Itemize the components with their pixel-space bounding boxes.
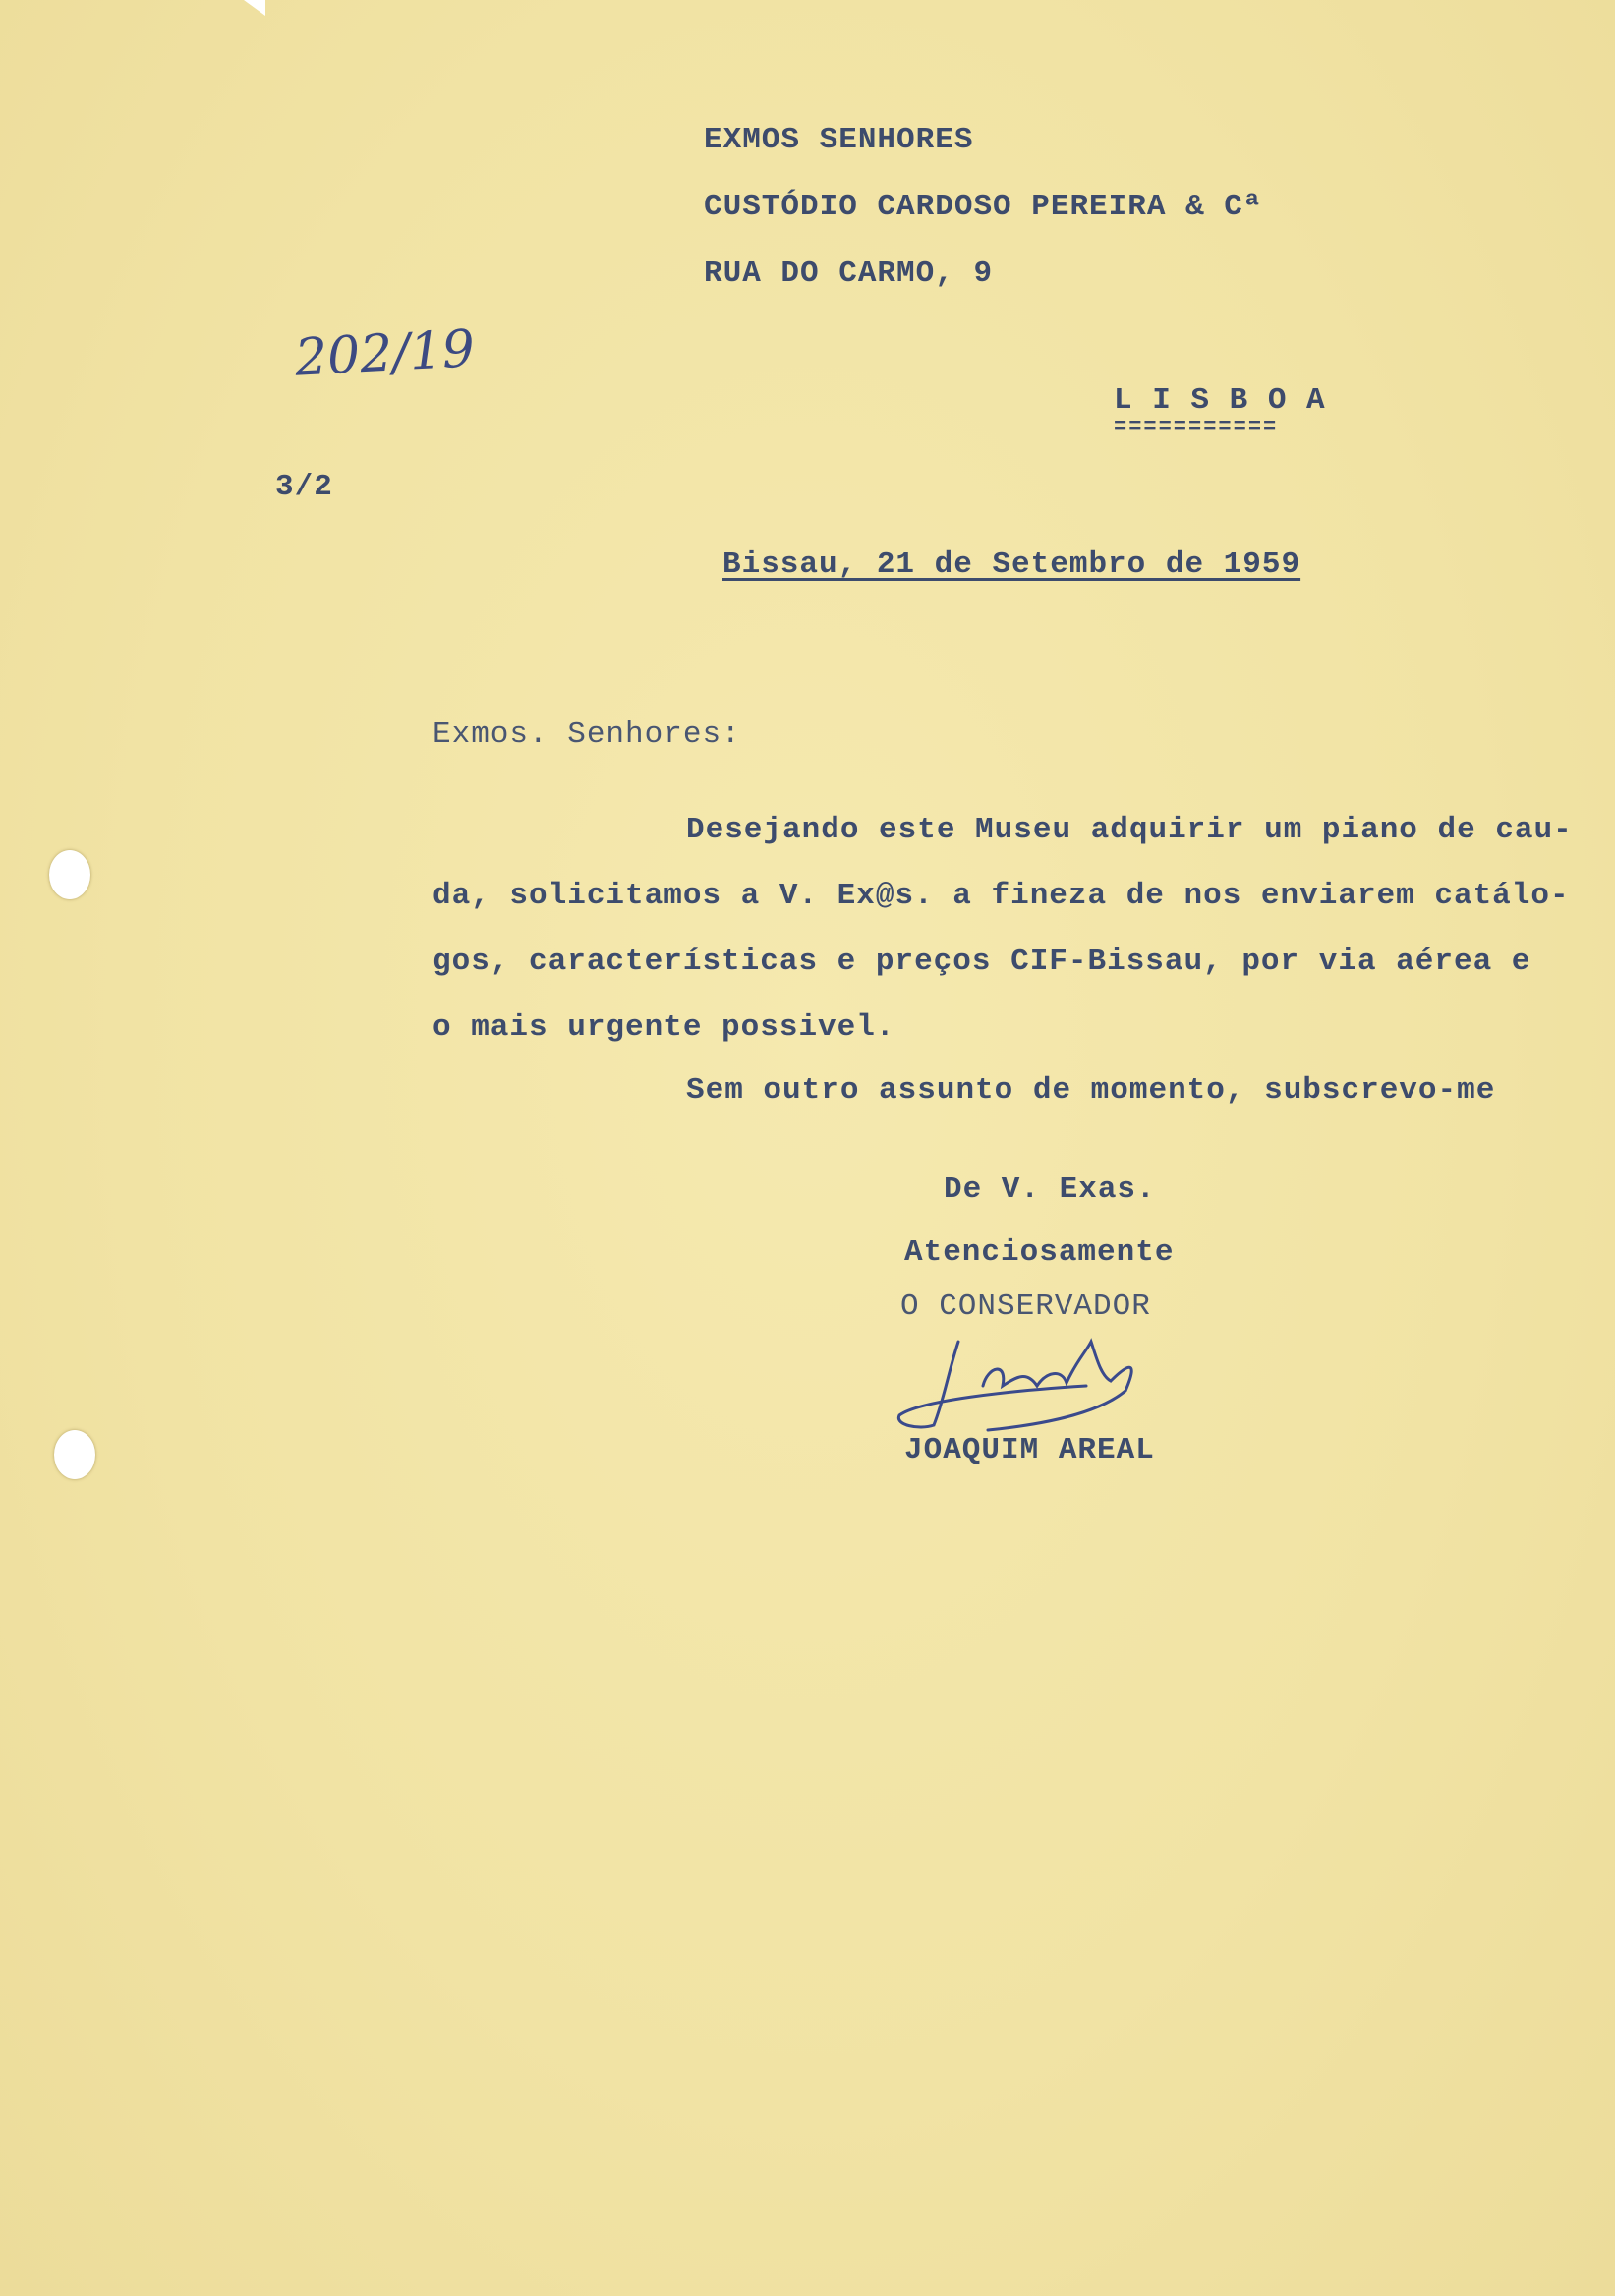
recipient-salutation: EXMOS SENHORES — [704, 123, 974, 157]
closing-regards: Atenciosamente — [904, 1235, 1175, 1270]
handwritten-reference: 202/19 — [293, 319, 477, 388]
body-line: Desejando este Museu adquirir um piano de cau- — [686, 813, 1573, 847]
closing-line: De V. Exas. — [944, 1173, 1156, 1207]
recipient-company: CUSTÓDIO CARDOSO PEREIRA & Cª — [704, 190, 1263, 224]
body-line: da, solicitamos a V. Ex@s. a fineza de nos enviarem catálo- — [433, 879, 1570, 913]
recipient-street: RUA DO CARMO, 9 — [704, 257, 994, 291]
signatory-title: O CONSERVADOR — [900, 1290, 1151, 1324]
recipient-city: L I S B O A — [1114, 383, 1326, 418]
greeting: Exmos. Senhores: — [433, 718, 741, 752]
punch-hole-top — [49, 850, 90, 899]
city-double-rule: =========== — [1114, 415, 1279, 439]
handwritten-signature — [890, 1332, 1214, 1440]
signatory-name: JOAQUIM AREAL — [904, 1433, 1155, 1467]
date-line: Bissau, 21 de Setembro de 1959 — [722, 547, 1301, 582]
punch-hole-bottom — [54, 1430, 95, 1479]
filing-reference: 3/2 — [275, 470, 333, 504]
torn-corner — [244, 0, 265, 16]
body-line: o mais urgente possivel. — [433, 1010, 895, 1045]
body-line: gos, características e preços CIF-Bissau, por via aérea e — [433, 945, 1531, 979]
body-line: Sem outro assunto de momento, subscrevo-me — [686, 1073, 1496, 1108]
